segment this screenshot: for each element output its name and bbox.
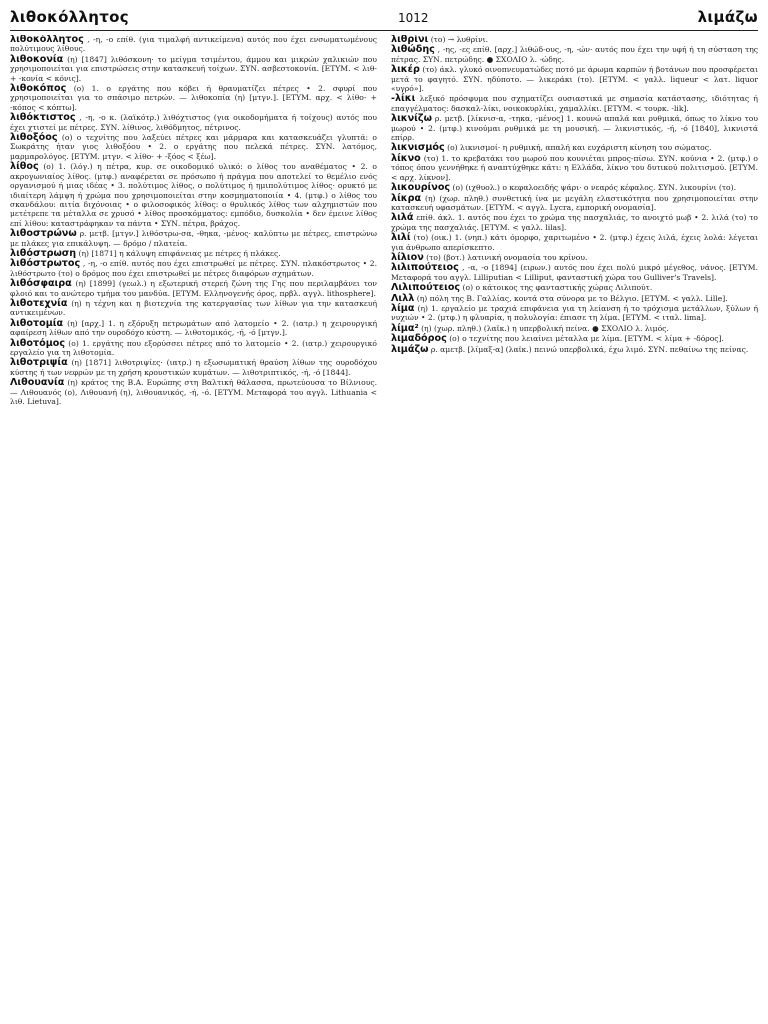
left-running-headword: λιθοκόλλητος [10, 8, 129, 26]
dictionary-entry [10, 339, 377, 358]
dictionary-entry [391, 154, 758, 182]
dictionary-entry [391, 324, 758, 333]
entry-definition: (ο) ο τεχνίτης που λειαίνει μέταλλα με λίμα. [ΕΤΥΜ. < λίμα + -δόρος]. [449, 334, 724, 344]
entry-definition: (ο) 1. ο εργάτης που κόβει ή θραυματίζει πέτρες • 2. σφυρί που χρησιμοποιείται για το σπάσιμο πετρών. — λιθοκοπία (η) [μτγν.]. [ΕΤΥΜ. αρχ. < λίθο- + -κόπος < κόπτω]. [10, 84, 377, 112]
entry-headword: Λιλλ [391, 292, 415, 304]
entry-definition: (η) (χωρ. πληθ.) συνθετική ίνα με μεγάλη ελαστικότητα που χρησιμοποιείται στην κατασκευή υφασμάτων. [ΕΤΥΜ. < αγγλ. Lycra, εμπορική ονομασία]. [391, 193, 758, 212]
entry-headword: λιμαδόρος [391, 333, 447, 345]
entry-definition: (η) κράτος της Β.Α. Ευρώπης στη Βαλτική θάλασσα, πρωτεύουσα το Βίλνιους. — Λιθουανός (ο), Λιθουανή (η), λιθουανικός, -ή, -ό. [ΕΤΥΜ. Μεταφορά του αγγλ. Lithuania < λιθ. Lietuva]. [10, 378, 377, 407]
dictionary-entry [10, 299, 377, 318]
entry-headword: λιθόσφαιρα [10, 278, 72, 290]
dictionary-entry [391, 114, 758, 142]
entry-definition: (ο) 1. (λόγ.) η πέτρα, κυρ. σε οικοδομικό υλικό: ο λίθος του αναθέματος • 2. ο ακρογωνιαίος λίθος. (μτφ.) αναφέρεται σε πρόσωπο ή πράγμα που αποτελεί το θεμέλιο ενός οργανισμού ή μιας ιδέας • 3. πολύτιμος λίθος, ο πολύτιμος ή ημιπολύτιμος λίθος· ορυκτό με ιδιαίτερη λάμψη ή χρώμα που χρησιμοποιείται στην κοσμηματοποιία • 4. (μτφ.) ο λίθος του σκανδάλου: αιτία διχόνοιας • ο φιλοσοφικός λίθος: ο θρυλικός λίθος των αλχημιστών που μετέτρεπε τα μέταλλα σε χρυσό • λίθος προσκόμματος: εμπόδιο, δυσκολία • δεν έμεινε λίθος επί λίθου: καταστράφηκαν τα πάντα • ΣΥΝ. πέτρα, βράχος. [10, 162, 377, 228]
dictionary-entry [391, 263, 758, 282]
dictionary-entry [391, 233, 758, 252]
dictionary-entry [10, 319, 377, 338]
entry-definition: (η) [αρχ.] 1. η εξόρυξη πετρωμάτων από λατομείο • 2. (ιατρ.) η χειρουργική αφαίρεση λίθων από την ουροδόχο κύστη. — λιθοτομικός, -ή, -ό [μτγν.]. [10, 318, 377, 338]
page-header [10, 8, 758, 31]
dictionary-entry [391, 253, 758, 262]
entry-definition: (η) [1871] λιθοτριψίες· (ιατρ.) η εξωσωματική θραύση λίθων της ουροδόχου κύστης ή των νεφρών με τη χρήση κρουστικών κυμάτων. — λιθοτριπτικός, -ή, -ό [1844]. [10, 358, 377, 377]
entry-headword: λίλιον [391, 251, 424, 263]
entry-headword: -λίκι [391, 93, 416, 105]
page-number: 1012 [398, 11, 429, 25]
entry-definition: ρ. μετβ. [μτγν.] λιθόστρω-σα, -θηκα, -μένος· καλύπτω με πέτρες, επιστρώνω με πλάκες για επικάλυψη. — δρόμο / πλατεία. [10, 229, 377, 248]
entry-definition: (η) [1899] (γεωλ.) η εξωτερική στερεή ζώνη της Γης που περιλαμβάνει τον φλοιό και το ανώτερο τμήμα του μανδύα. [ΕΤΥΜ. Ελληνογενής όρος, πρβλ. αγγλ. lithosphere]. [10, 279, 377, 298]
dictionary-entry [391, 194, 758, 213]
entry-headword: λιθόστρωτος [10, 258, 81, 270]
entry-headword: λικνίζω [391, 113, 432, 125]
entry-definition: , -α, -ο [1894] (ειρων.) αυτός που έχει πολύ μικρό μέγεθος, νάνος. [ΕΤΥΜ. Μεταφορά του αγγλ. Lilliputian < Lilliput, φανταστική χώρα του Gulliver's Travels]. [391, 263, 758, 282]
entry-headword: λιμάζω [391, 343, 429, 355]
dictionary-entry [391, 345, 758, 354]
dictionary-entry [391, 65, 758, 93]
dictionary-entry [10, 84, 377, 112]
entry-definition: , -η, -ο επίθ. αυτός που έχει επιστρωθεί με πέτρες. ΣΥΝ. πλακόστρωτος • 2. λιθόστρωτο (το) ο δρόμος που έχει επιστρωθεί με πέτρες διαφόρων σχημάτων. [10, 259, 377, 278]
entry-headword: λιλί [391, 232, 411, 244]
entry-definition: λεξικό πρόσφυμα που σχηματίζει ουσιαστικά με σημασία κατάστασης, ιδιότητας ή επαγγέλματος: δασκαλ-λίκι, νοικοκυρλίκι, χαμαλλίκι. [ΕΤΥΜ. < τουρκ. -lik]. [391, 94, 758, 113]
entry-headword: λιθοτομία [10, 317, 64, 329]
entry-definition: ρ. μετβ. [λίκνισ-α, -τηκα, -μένος] 1. κουνώ απαλά και ρυθμικά, όπως το λίκνο του μωρού • 2. (μτφ.) κινούμαι ρυθμικά με τη μουσική. — λικνιστικός, -ή, -ό [1840], λικνιστά επίρρ. [391, 114, 758, 143]
right-running-headword: λιμάζω [697, 8, 758, 26]
entry-headword: λίμα² [391, 322, 419, 334]
dictionary-entry [391, 334, 758, 343]
entry-definition: (ο) λικνισμοί· η ρυθμική, απαλή και ευχάριστη κίνηση του σώματος. [447, 143, 712, 153]
entry-definition: (η) [1847] λιθόσκονη· το μείγμα τσιμέντου, άμμου και μικρών χαλικιών που χρησιμοποιείται για επιστρώσεις στην κατασκευή τοίχων. ΣΥΝ. ασβεστοκονία. [ΕΤΥΜ. < λιθ- + -κονία < κόνις]. [10, 54, 377, 83]
dictionary-entry [391, 294, 758, 303]
entry-definition: (το) → λυθρίνι. [430, 35, 489, 44]
text-columns [10, 35, 758, 1023]
dictionary-entry [10, 113, 377, 132]
entry-headword: λιθοξόος [10, 132, 58, 144]
entry-headword: λιθρίνι [391, 35, 429, 45]
entry-definition: , -ης, -ες επίθ. [αρχ.] λιθώδ-ους, -η, -ών· αυτός που έχει την υφή ή τη σύσταση της πέτρας. ΣΥΝ. πετρώδης. ● ΣΧΟΛΙΟ λ. -ώδης. [391, 45, 758, 64]
entry-headword: λιθοτεχνία [10, 297, 68, 309]
dictionary-entry [10, 133, 377, 161]
entry-definition: (ο) (ιχθυολ.) ο κεφαλοειδής ψάρι· ο νεαρός κέφαλος. ΣΥΝ. λικουρίνι (το). [452, 183, 737, 193]
dictionary-entry [10, 55, 377, 83]
dictionary-entry [10, 358, 377, 377]
dictionary-entry [10, 249, 377, 258]
entry-definition: ρ. αμετβ. [λίμαξ-α] (λαϊκ.) πεινώ υπερβολικά, έχω λιμό. ΣΥΝ. πεθαίνω της πείνας. [430, 344, 749, 354]
entry-headword: λιθοκόπος [10, 83, 67, 95]
entry-definition: (η) η τέχνη και η βιοτεχνία της κατεργασίας των λίθων για την κατασκευή αντικειμένων. [10, 298, 377, 318]
entry-definition: (η) [1871] η κάλυψη επιφάνειας με πέτρες ή πλάκες. [78, 248, 281, 258]
dictionary-entry [10, 279, 377, 298]
entry-headword: λιθώδης [391, 44, 435, 56]
dictionary-entry [391, 35, 758, 44]
left-column [10, 35, 377, 1023]
entry-definition: (το) (βοτ.) λατινική ονομασία του κρίνου. [426, 252, 588, 262]
entry-headword: λικέρ [391, 64, 420, 76]
entry-headword: λιθόστρωση [10, 247, 77, 259]
entry-definition: (η) πόλη της Β. Γαλλίας, κοντά στα σύνορα με το Βέλγιο. [ΕΤΥΜ. < γαλλ. Lille]. [416, 293, 728, 303]
entry-definition: (ο) ο τεχνίτης που λαξεύει πέτρες και μάρμαρα και κατασκευάζει γλυπτά: ο Σωκράτης ήταν γιος λιθοξόου • 2. ο εργάτης που πελεκά πέτρες. ΣΥΝ. λατόμος, μαρμαρολόγος. [ΕΤΥΜ. μτγν. < λίθο- + -ξόος < ξέω]. [10, 133, 377, 161]
right-column [391, 35, 758, 1023]
dictionary-entry [10, 35, 377, 54]
entry-definition: (η) 1. εργαλείο με τραχιά επιφάνεια για τη λείανση ή το τρόχισμα μετάλλων, ξύλων ή νυχιών • 2. (μτφ.) η φλυαρία, η πολυλογία: έπιασε τη λίμα. [ΕΤΥΜ. < ιταλ. lima]. [391, 303, 758, 323]
entry-definition: (το) άκλ. γλυκό οινοπνευματώδες ποτό με άρωμα καρπών ή βοτάνων που προσφέρεται μετά το φαγητό. ΣΥΝ. ηδύποτο. — λικεράκι (το). [ΕΤΥΜ. < γαλλ. liqueur < λατ. liquor «υγρό»]. [391, 65, 758, 94]
dictionary-entry [10, 259, 377, 278]
entry-definition: (το) (οικ.) 1. (νηπ.) κάτι όμορφο, χαριτωμένο • 2. (μτφ.) έχεις λιλά, έχεις λολά: λέγεται για άνθρωπο απερίσκεπτο. [391, 233, 758, 252]
entry-headword: λιλά [391, 212, 414, 224]
dictionary-entry [10, 162, 377, 228]
entry-headword: Λιλιπούτειος [391, 282, 461, 294]
dictionary-entry [391, 304, 758, 323]
entry-headword: λίμα [391, 302, 415, 314]
dictionary-entry [391, 183, 758, 192]
dictionary-entry [10, 229, 377, 248]
entry-headword: λικνισμός [391, 142, 445, 154]
entry-headword: λίκνο [391, 152, 421, 164]
entry-headword: λιθοκόλλητος [10, 35, 84, 45]
entry-headword: λίκρα [391, 192, 422, 204]
entry-headword: λιλιπούτειος [391, 262, 459, 274]
entry-headword: λικουρίνος [391, 182, 451, 194]
entry-definition: , -η, -ο κ. (λαϊκότρ.) λιθόχτιστος (για οικοδομήματα ή τοίχους) αυτός που έχει χτιστεί με πέτρες. ΣΥΝ. λίθινος, λιθόδμητος, πέτρινος. [10, 113, 377, 132]
entry-headword: Λιθουανία [10, 377, 65, 389]
dictionary-entry [391, 94, 758, 113]
entry-headword: λιθοτριψία [10, 357, 68, 369]
dictionary-entry [391, 45, 758, 64]
dictionary-entry [391, 283, 758, 292]
entry-headword: λιθόκτιστος [10, 112, 76, 124]
entry-definition: (η) (χωρ. πληθ.) (λαϊκ.) η υπερβολική πείνα. ● ΣΧΟΛΙΟ λ. λιμός. [421, 323, 669, 333]
entry-headword: λίθος [10, 161, 39, 173]
entry-definition: (το) 1. το κρεβατάκι του μωρού που κουνιέται μπρος-πίσω. ΣΥΝ. κούνια • 2. (μτφ.) ο τόπος όπου γεννήθηκε ή αναπτύχθηκε κάτι: η Ελλάδα, λίκνο του δυτικού πολιτισμού. [ΕΤΥΜ. < αρχ. λίκνον]. [391, 153, 758, 182]
dictionary-entry [10, 378, 377, 406]
entry-headword: λιθοστρώνω [10, 228, 77, 240]
entry-headword: λιθοτόμος [10, 337, 66, 349]
entry-definition: , -η, -ο επίθ. (για τιμαλφή αντικείμενα) αυτός που έχει ενσωματωμένους πολύτιμους λίθους. [10, 35, 377, 54]
entry-headword: λιθοκονία [10, 53, 64, 65]
entry-definition: επίθ. άκλ. 1. αυτός που έχει το χρώμα της πασχαλιάς, το ανοιχτό μωβ • 2. λιλά (το) το χρώμα της πασχαλιάς. [ΕΤΥΜ. < γαλλ. lilas]. [391, 213, 758, 232]
entry-definition: (ο) 1. εργάτης που εξορύσσει πέτρες από το λατομείο • 2. (ιατρ.) χειρουργικό εργαλείο για τη λιθοτομία. [10, 338, 377, 357]
dictionary-entry [391, 213, 758, 232]
dictionary-entry [391, 143, 758, 152]
entry-definition: (ο) ο κάτοικος της φανταστικής χώρας Λιλιπούτ. [462, 283, 653, 293]
